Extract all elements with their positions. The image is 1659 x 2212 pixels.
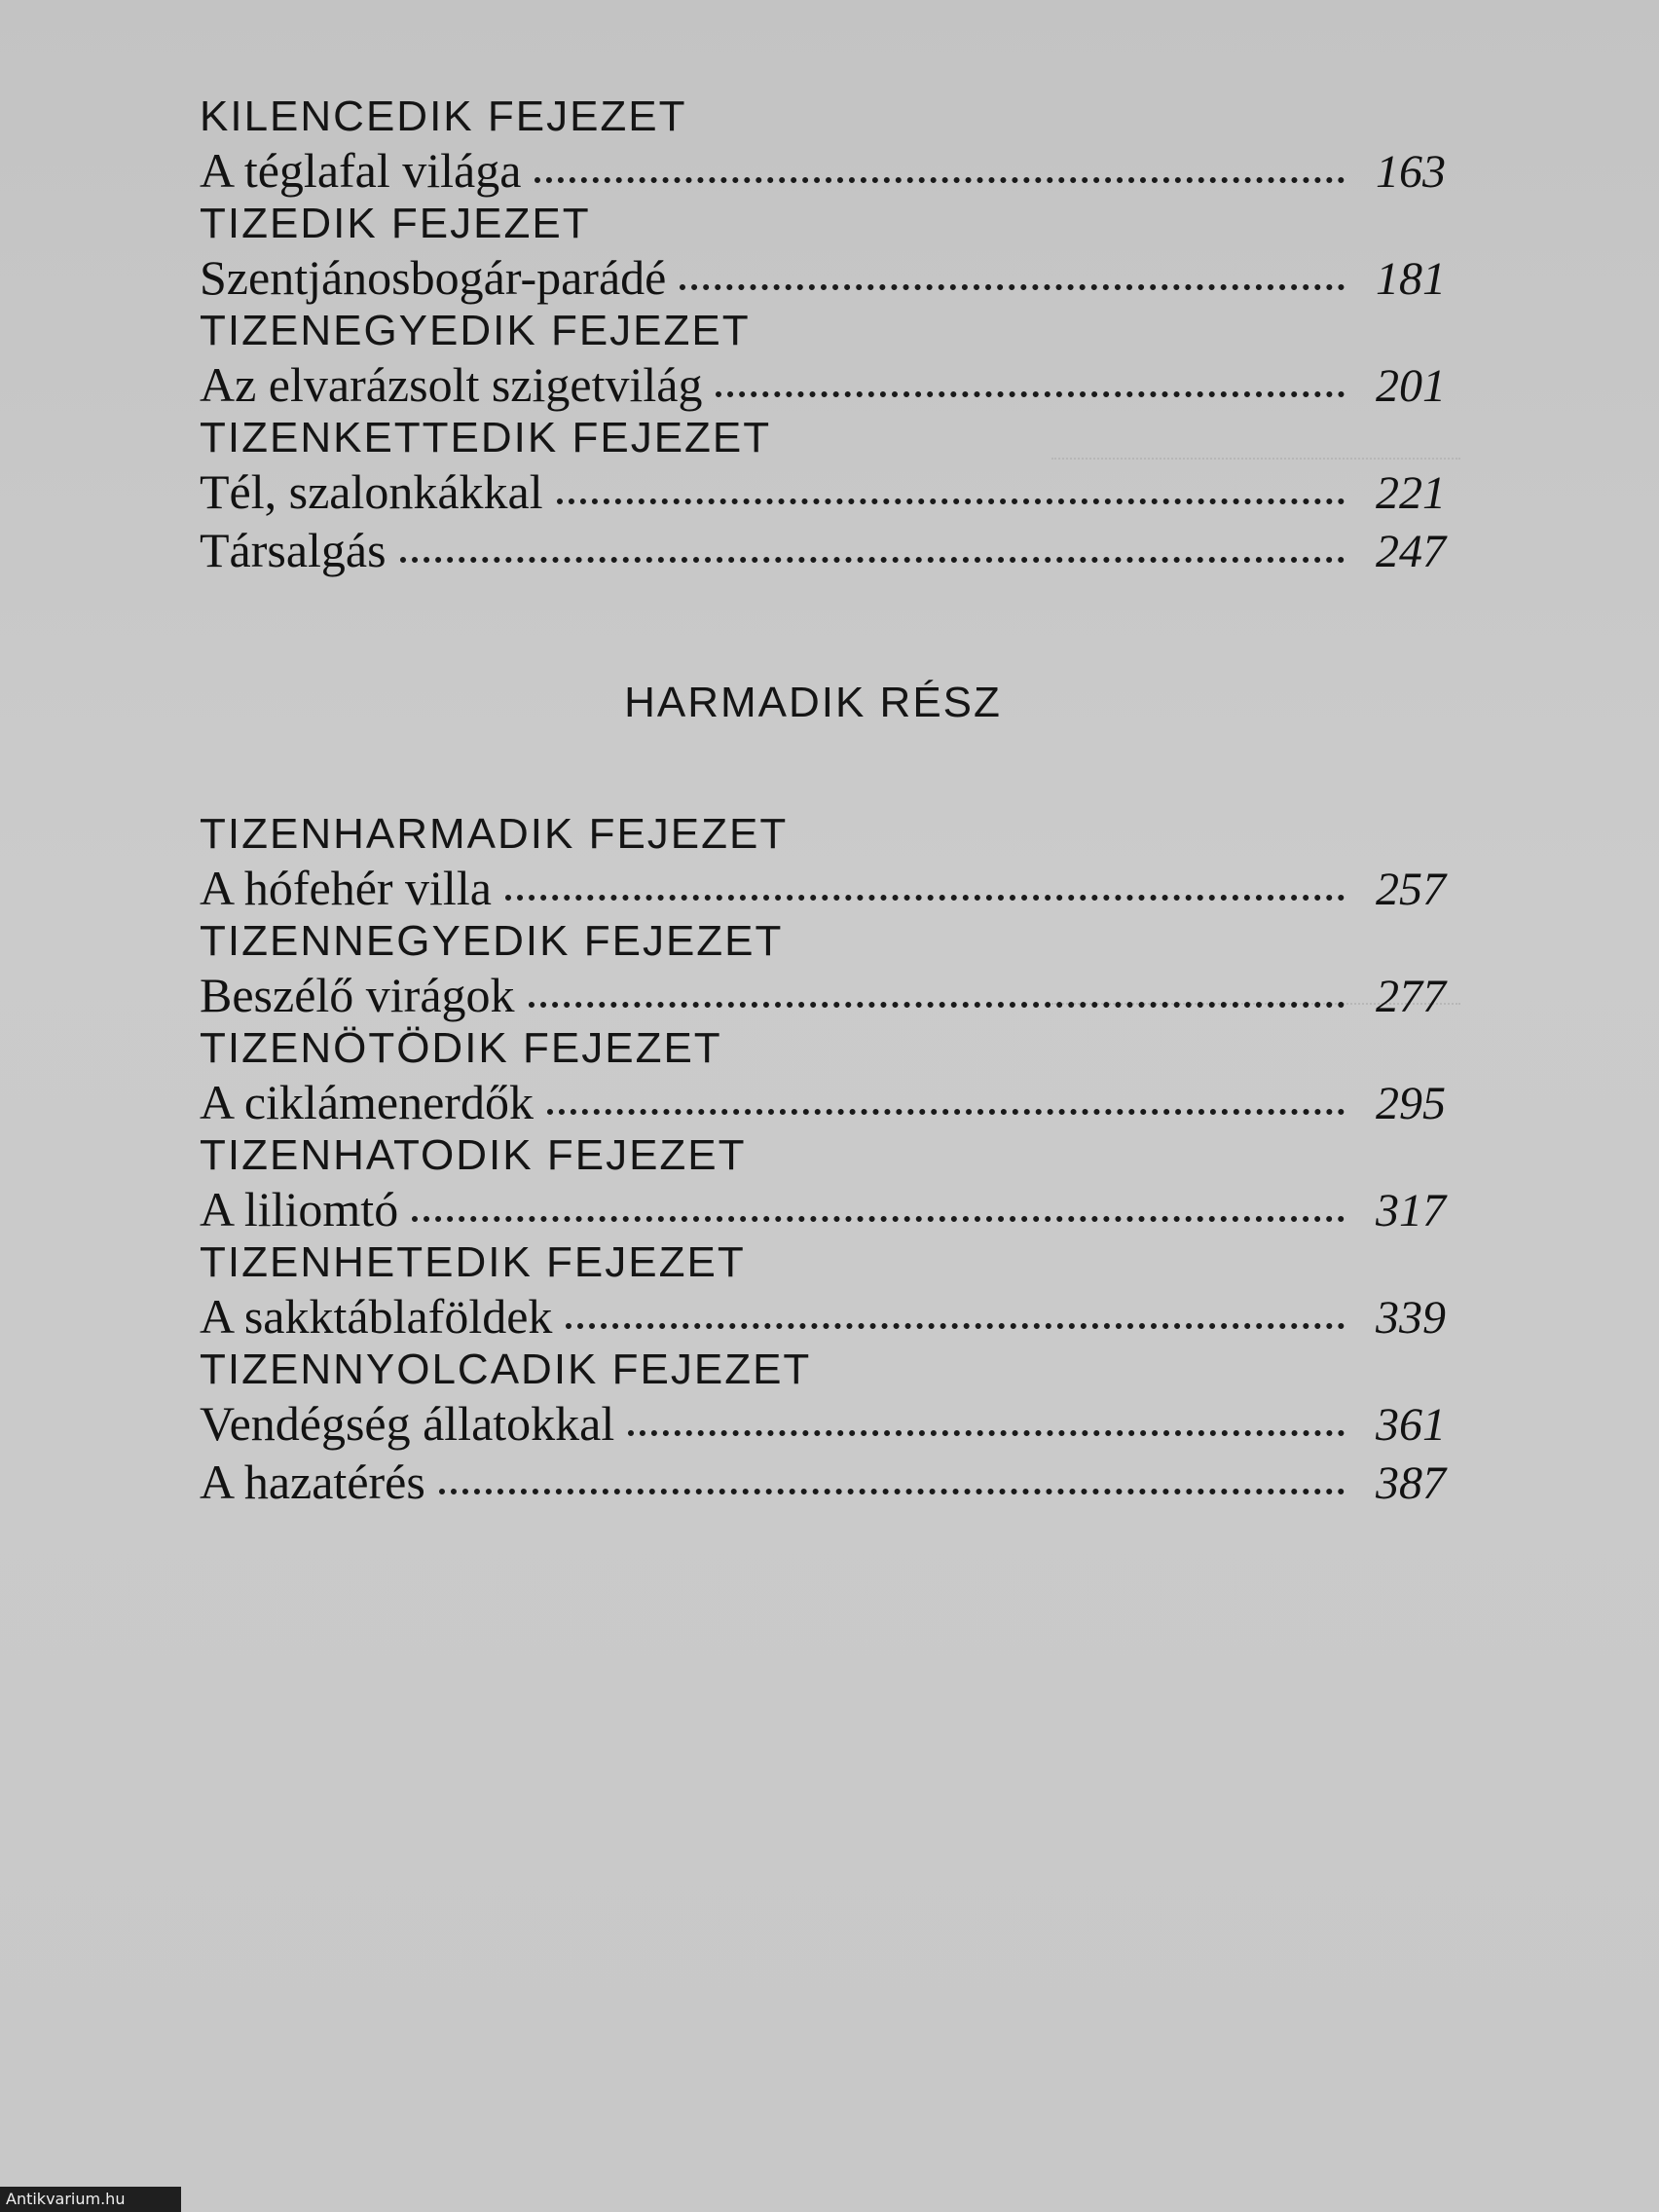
page-number: 201 xyxy=(1376,360,1446,412)
chapter-title: Az elvarázsolt szigetvilág xyxy=(200,357,703,412)
dot-leader xyxy=(400,557,1345,563)
toc-entry[interactable] xyxy=(200,1287,1446,1346)
toc-entry[interactable] xyxy=(200,1073,1446,1131)
dot-leader xyxy=(535,177,1345,183)
chapter-heading: TIZENNEGYEDIK FEJEZET xyxy=(200,917,784,965)
interlude-title: Társalgás xyxy=(200,523,387,577)
closing-title: A hazatérés xyxy=(200,1455,425,1509)
page-number: 221 xyxy=(1376,467,1446,519)
chapter-title: Vendégség állatokkal xyxy=(200,1396,615,1451)
page-number: 339 xyxy=(1376,1292,1446,1344)
toc-entry[interactable] xyxy=(200,462,1446,521)
page-number: 277 xyxy=(1376,971,1446,1022)
chapter-title: A téglafal világa xyxy=(200,143,522,198)
toc-entry[interactable] xyxy=(200,1394,1446,1453)
chapter-heading: TIZENHATODIK FEJEZET xyxy=(200,1131,747,1179)
chapter-title: A hófehér villa xyxy=(200,861,492,915)
dot-leader xyxy=(439,1489,1345,1494)
dot-leader xyxy=(557,498,1345,504)
dot-leader xyxy=(566,1323,1345,1329)
toc-entry[interactable] xyxy=(200,966,1446,1024)
chapter-heading: TIZENEGYEDIK FEJEZET xyxy=(200,307,751,354)
chapter-title: A sakktáblaföldek xyxy=(200,1289,553,1344)
chapter-heading: TIZEDIK FEJEZET xyxy=(200,200,591,247)
chapter-title: A liliomtó xyxy=(200,1182,399,1236)
page-number: 257 xyxy=(1376,864,1446,915)
toc-entry[interactable] xyxy=(200,248,1446,307)
page-number: 317 xyxy=(1376,1185,1446,1236)
chapter-title: Beszélő virágok xyxy=(200,968,515,1022)
chapter-heading: TIZENHARMADIK FEJEZET xyxy=(200,810,789,858)
toc-entry[interactable] xyxy=(200,1180,1446,1238)
toc-entry[interactable] xyxy=(200,859,1446,917)
toc-entry[interactable] xyxy=(200,141,1446,200)
page-number: 247 xyxy=(1376,526,1446,577)
page-number: 361 xyxy=(1376,1399,1446,1451)
chapter-heading: KILENCEDIK FEJEZET xyxy=(200,92,687,140)
dot-leader xyxy=(628,1430,1345,1436)
table-of-contents xyxy=(200,92,1446,1511)
toc-entry-closing[interactable] xyxy=(200,1453,1446,1511)
dot-leader xyxy=(505,895,1345,901)
chapter-title: Tél, szalonkákkal xyxy=(200,464,543,519)
page-number: 163 xyxy=(1376,146,1446,198)
dot-leader xyxy=(412,1216,1345,1222)
chapter-heading: TIZENÖTÖDIK FEJEZET xyxy=(200,1024,722,1072)
dot-leader xyxy=(716,391,1345,397)
chapter-title: A ciklámenerdők xyxy=(200,1075,534,1129)
page-number: 181 xyxy=(1376,253,1446,305)
page-number: 387 xyxy=(1376,1457,1446,1509)
chapter-heading: TIZENKETTEDIK FEJEZET xyxy=(200,414,772,461)
toc-entry[interactable] xyxy=(200,355,1446,414)
chapter-heading: TIZENHETEDIK FEJEZET xyxy=(200,1238,746,1286)
chapter-title: Szentjánosbogár-parádé xyxy=(200,250,667,305)
watermark: Antikvarium.hu xyxy=(0,2187,181,2212)
chapter-heading: TIZENNYOLCADIK FEJEZET xyxy=(200,1346,812,1393)
page-number: 295 xyxy=(1376,1078,1446,1129)
toc-entry-interlude[interactable] xyxy=(200,521,1446,579)
dot-leader xyxy=(680,284,1345,290)
part-title: HARMADIK RÉSZ xyxy=(624,679,1002,726)
dot-leader xyxy=(529,1002,1345,1008)
dot-leader xyxy=(547,1109,1345,1115)
